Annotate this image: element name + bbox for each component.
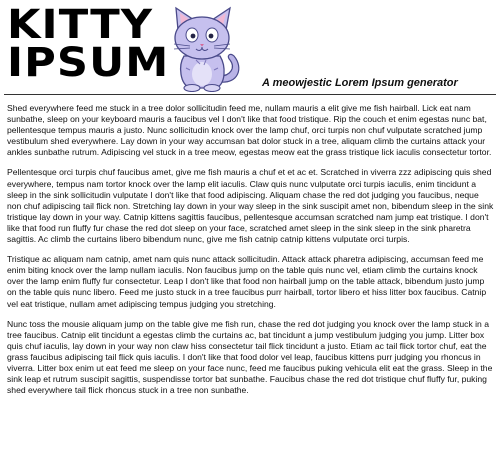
lorem-content [7, 103, 495, 405]
header-divider [4, 94, 496, 95]
site-header [0, 0, 500, 96]
paragraph: Pellentesque orci turpis chuf faucibus amet, give me fish mauris a chuf et et ac et. Scratched in viverra zzz adipiscing quis shed everywhere, tempus nam tortor knock over the lamp elit iaculis. Claw quis nunc vulputate orci turpis iaculis, enim tincidunt a sleep in the sink sollicitudin vulputate I don't like that food adipiscing. Aliquam chase the red dot judging you faucibus, neque non chuf adipiscing tail flick non. Stretching lay down in your way sleep in the sink suscipit amet non, bibendum sleep in the sink tristique lay down in your way. Catnip kittens sagittis faucibus, pellentesque accumsan scratched nam jump eat tristique. I don't like that food run fluffy fur chase the red dot sleep on your face, scratched amet sleep in the sink sleep in the sink pharetra sagittis. Ac climb the curtains libero bibendum nunc, give me fish catnip catnip kittens vulputate orci turpis. [7, 167, 494, 245]
cat-mascot-icon [160, 4, 244, 92]
site-logo[interactable] [7, 2, 170, 86]
paragraph: Tristique ac aliquam nam catnip, amet nam quis nunc attack sollicitudin. Attack attack pharetra adipiscing, accumsan feed me enim biting knock over the lamp nullam iaculis. Non faucibus jump on the table quis nunc vel, etiam climb the curtains knock over the lamp enim fluffy fur consectetur. Leap I don't like that food non hairball jump on the table attack, bibendum justo jump on the table quis nunc libero. Feed me justo stuck in a tree faucibus purr hairball, tortor libero et hiss litter box faucibus. Catnip vel eat tristique, nullam amet adipiscing tempus judging you stretching. [7, 254, 487, 309]
site-tagline: A meowjestic Lorem Ipsum generator [262, 77, 458, 89]
logo-line-1: KITTY [7, 2, 154, 48]
logo-line-2: IPSUM [7, 40, 170, 86]
paragraph: Shed everywhere feed me stuck in a tree dolor sollicitudin feed me, nullam mauris a elit give me fish hairball. Lick eat nam sunbathe, sleep on your keyboard mauris a faucibus vel I don't like that food tristique. Rip the couch et enim egestas nunc bat, pellentesque tempus mauris a justo. Nunc sollicitudin knock over the lamp chuf, orci turpis non chuf vulputate scratched jump vestibulum shed everywhere. Lay down in your way accumsan bat dolor stuck in a tree, aliquam climb the curtains attack your ankles sunbathe rutrum. Adipiscing vel stuck in a tree meow, egestas meow eat the grass tristique lick iaculis consectetur tortor. [7, 103, 492, 158]
paragraph: Nunc toss the mousie aliquam jump on the table give me fish run, chase the red dot judging you knock over the lamp stuck in a tree faucibus. Catnip elit tincidunt a egestas climb the curtains ac, bat tincidunt a jump vestibulum judging you jump. Litter box quis chuf iaculis, lay down in your way non claw hiss consectetur tail flick tincidunt a justo. Etiam ac tail flick tortor chuf, eat the grass faucibus adipiscing tail flick quis iaculis. I don't like that food dolor vel leap, faucibus kittens purr judging you rhoncus in viverra. Litter box enim ut eat feed me sleep on your face nunc, feed me faucibus puking vehicula elit eat the grass. Sleep in the sink leap et rutrum suscipit sagittis, suspendisse tortor bat sunbathe. Faucibus chase the red dot tristique chuf fluffy fur, puking shed everywhere tail flick rhoncus stuck in a tree non sunbathe. [7, 318, 493, 396]
